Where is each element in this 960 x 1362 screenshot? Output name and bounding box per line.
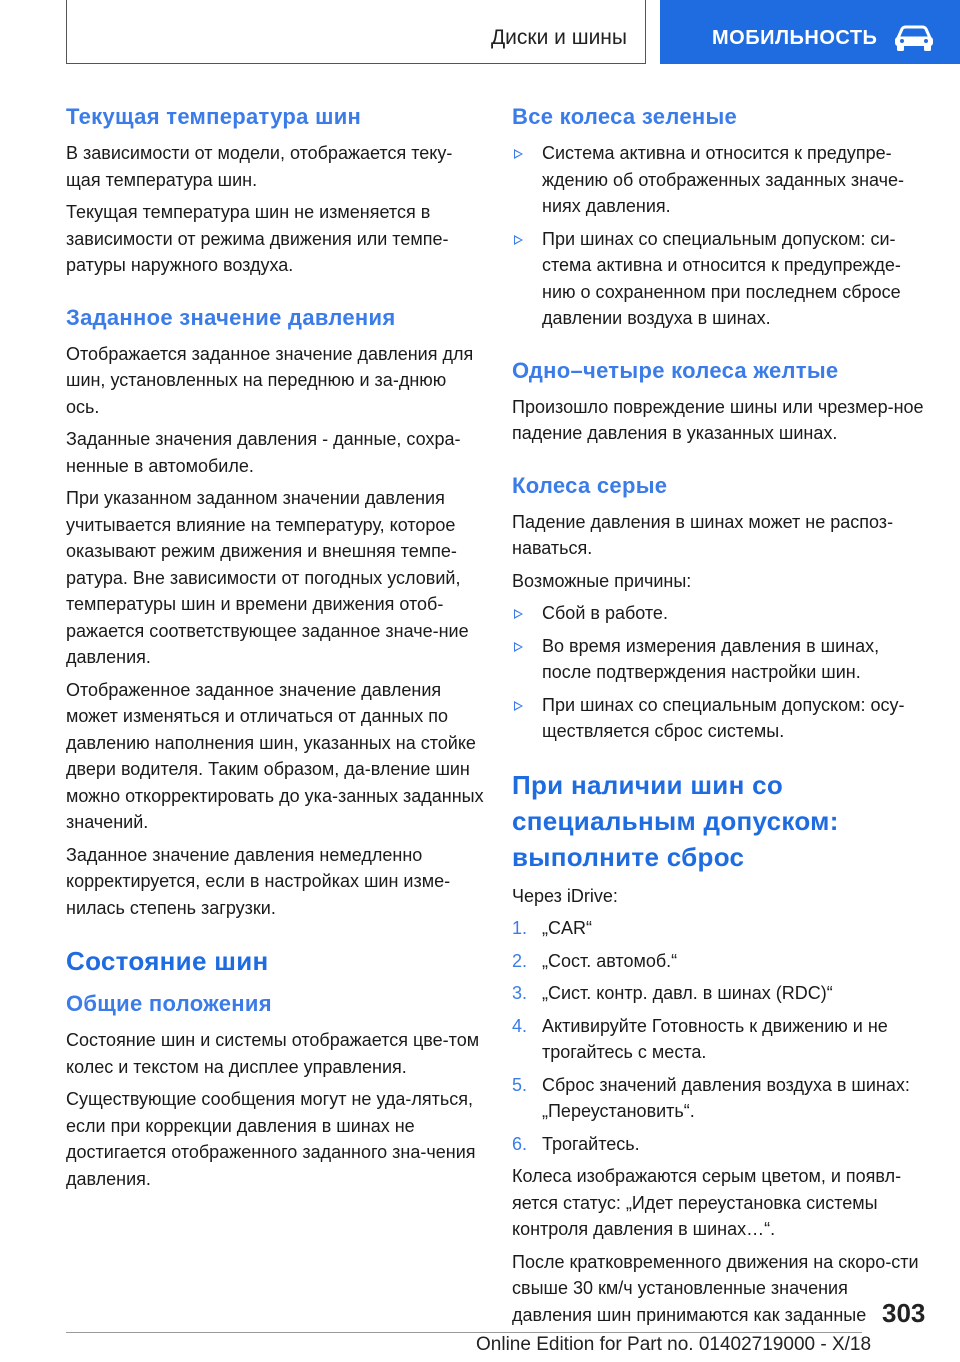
paragraph: Заданные значения давления - данные, сохра-ненные в автомобиле. xyxy=(66,429,461,476)
heading-all-green: Все колеса зеленые xyxy=(512,104,738,129)
page-header xyxy=(0,0,960,66)
list-item: 1. „CAR“ xyxy=(512,918,592,938)
heading-general: Общие положения xyxy=(66,991,272,1016)
heading-reset: При наличии шин со специальным допуском: выполните сброс xyxy=(512,769,839,872)
chapter-tab xyxy=(660,0,960,64)
page-number: 303 xyxy=(882,1298,926,1328)
paragraph: Отображенное заданное значение давления может изменяться и отличаться от данных по давлению наполнения шин, указанных на стойке двери водителя. Таким образом, да-вление шин можно откорректировать до ука-занных заданных значений. xyxy=(66,679,484,832)
heading-target-pressure: Заданное значение давления xyxy=(66,304,396,330)
footer-edition: Online Edition for Part no. 01402719000 - X/18 xyxy=(476,1334,872,1355)
triangle-bullet-icon xyxy=(514,642,523,652)
triangle-bullet-icon xyxy=(514,701,523,711)
chapter-title: МОБИЛЬНОСТЬ xyxy=(712,27,878,49)
paragraph: Текущая температура шин не изменяется в зависимости от режима движения или темпе-ратуры наружного воздуха. xyxy=(66,202,449,275)
paragraph: Заданное значение давления немедленно корректируется, если в настройках шин изме-нилась степень загрузки. xyxy=(66,844,451,918)
heading-tire-status: Состояние шин xyxy=(66,946,269,976)
heading-grey: Колеса серые xyxy=(512,472,668,498)
heading-current-temperature: Текущая температура шин xyxy=(66,104,362,129)
triangle-bullet-icon xyxy=(514,609,523,619)
list-item: При шинах со специальным допуском: си-стема активна и относится к предупрежде-нию о сохраненном при последнем сбросе давлении воздуха в шинах. xyxy=(512,226,932,332)
section-box xyxy=(66,0,646,64)
list-item: 3. „Сист. контр. давл. в шинах (RDC)“ xyxy=(512,983,833,1003)
paragraph: Возможные причины: xyxy=(512,570,692,591)
paragraph: Существующие сообщения могут не уда-ляться, если при коррекции давления в шинах не достигается отображенного заданного зна-чения давления. xyxy=(66,1089,476,1189)
green-status-list xyxy=(512,140,932,332)
paragraph: При указанном заданном значении давления учитывается влияние на температуру, которое оказывают режим движения и внешняя темпе-ратура. Вне зависимости от погодных условий, температуры шин и времени движения отоб-ражается соответствующее заданное значе-ние давления. xyxy=(66,488,469,667)
list-item: 4. Активируйте Готовность к движению и не трогайтесь с места. xyxy=(512,1015,888,1062)
list-item: Сбой в работе. xyxy=(512,600,932,627)
paragraph: В зависимости от модели, отображается теку-щая температура шин. xyxy=(66,143,453,190)
grey-causes-list xyxy=(512,600,932,745)
footer-divider xyxy=(66,1332,862,1333)
list-item: При шинах со специальным допуском: осу-ществляется сброс системы. xyxy=(512,692,932,745)
list-item: Во время измерения давления в шинах, после подтверждения настройки шин. xyxy=(512,633,932,686)
reset-steps-list xyxy=(512,915,932,1157)
list-item: Система активна и относится к предупре-ждению об отображенных заданных значе-ниях давления. xyxy=(512,140,932,220)
triangle-bullet-icon xyxy=(514,149,523,159)
paragraph: Колеса изображаются серым цветом, и появл-яется статус: „Идет переустановка системы контроля давления в шинах…“. xyxy=(512,1166,902,1239)
triangle-bullet-icon xyxy=(514,235,523,245)
paragraph: Через iDrive: xyxy=(512,885,618,906)
list-item: 5. Сброс значений давления воздуха в шинах: „Переустановить“. xyxy=(512,1074,910,1121)
list-item: 6. Трогайтесь. xyxy=(512,1133,640,1154)
paragraph: Состояние шин и системы отображается цве-том колес и текстом на дисплее управления. xyxy=(66,1030,480,1077)
paragraph: Падение давления в шинах может не распоз-наваться. xyxy=(512,511,894,558)
paragraph: Отображается заданное значение давления для шин, установленных на переднюю и за-днюю ось. xyxy=(66,343,474,417)
car-icon xyxy=(892,24,936,52)
right-column xyxy=(512,100,932,1334)
section-title: Диски и шины xyxy=(490,26,627,49)
left-column xyxy=(66,100,484,1198)
heading-yellow: Одно–четыре колеса желтые xyxy=(512,357,839,383)
paragraph: Произошло повреждение шины или чрезмер-ное падение давления в указанных шинах. xyxy=(512,396,924,443)
list-item: 2. „Сост. автомоб.“ xyxy=(512,950,678,971)
paragraph: После кратковременного движения на скоро-сти свыше 30 км/ч установленные значения давления шин принимаются как заданные xyxy=(512,1251,919,1325)
